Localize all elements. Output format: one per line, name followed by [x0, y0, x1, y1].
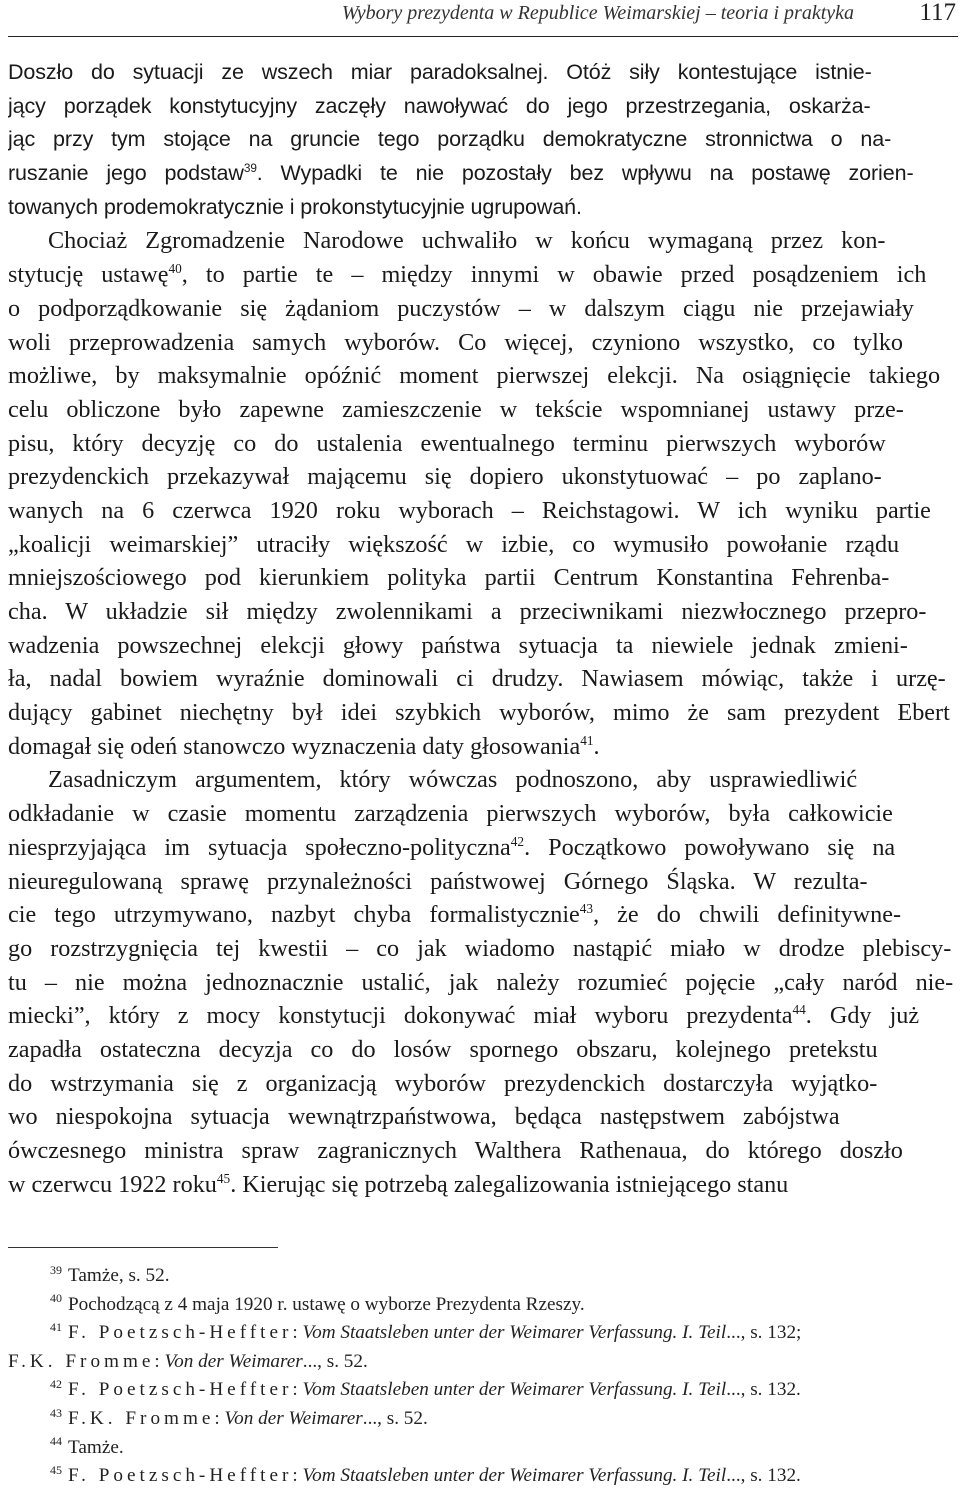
- text-line: Doszło do sytuacji ze wszech miar paradoksalnej. Otóż siły kontestujące istnie-: [8, 60, 872, 84]
- footnote-rest: ..., s. 132.: [726, 1465, 801, 1487]
- footnote-separator-text: :: [154, 1350, 165, 1372]
- text-line: [8, 898, 958, 932]
- text-line: jący porządek konstytucyjny zaczęły nawoływać do jego przestrzegania, oskarża-: [8, 93, 871, 118]
- footnote-author: F.K. Fromme: [68, 1407, 215, 1429]
- text-run: stytucję ustawę: [8, 261, 169, 289]
- footnote-ref: 43: [579, 901, 594, 917]
- text-line: towanych prodemokratycznie i prokonstytucyjnie ugrupowań.: [8, 194, 582, 219]
- text-line: wanych na 6 czerwca 1920 roku wyborach – Reichstagowi. W ich wyniku partie: [8, 496, 931, 524]
- text-run: niesprzyjająca im sytuacja społeczno-polityczna: [8, 833, 511, 861]
- text-line: go rozstrzygnięcia tej kwestii – co jak wiadomo nastąpić miało w drodze plebiscy-: [8, 934, 952, 962]
- footnote-text: Tamże.: [68, 1436, 124, 1458]
- text-line: możliwe, by maksymalnie opóźnić moment pierwszej elekcji. Na osiągnięcie takiego: [8, 362, 941, 390]
- footnote-ref: 42: [510, 833, 525, 849]
- footnote-41: [8, 1319, 960, 1348]
- footnote-39: [8, 1262, 960, 1291]
- text-line: jąc przy tym stojące na gruncie tego porządku demokratyczne stronnictwa o na-: [8, 127, 892, 152]
- text-run: . Gdy już: [805, 1002, 920, 1030]
- footnote-separator-text: :: [214, 1407, 225, 1429]
- text-run: ruszanie jego podstaw: [8, 161, 244, 186]
- footnote-title: Vom Staatsleben unter der Weimarer Verfassung. I. Teil: [302, 1379, 727, 1401]
- text-line: [8, 730, 958, 764]
- text-run: , to partie te – między innymi w obawie przed posądzeniem ich: [181, 261, 927, 289]
- text-run: . Początkowo powoływano się na: [524, 833, 896, 861]
- text-line: Zasadniczym argumentem, który wówczas podnoszono, aby usprawiedliwić: [48, 766, 858, 794]
- footnotes: [8, 1262, 960, 1491]
- text-run: miecki”, który z mocy konstytucji dokonywać miał wyboru prezydenta: [8, 1002, 793, 1030]
- text-line: odkładanie w czasie momentu zarządzenia pierwszych wyborów, była całkowicie: [8, 800, 893, 828]
- text-run: . Kierując się potrzebą zalegalizowania istniejącego stanu: [230, 1170, 789, 1198]
- footnote-title: Von der Weimarer: [164, 1350, 303, 1372]
- text-line: dujący gabinet niechętny był idei szybkich wyborów, mimo że sam prezydent Ebert: [8, 699, 950, 727]
- text-line: [8, 258, 958, 292]
- footnote-ref: 44: [792, 1002, 806, 1018]
- footnote-ref: 45: [216, 1170, 231, 1186]
- footnote-title: Von der Weimarer: [224, 1407, 363, 1429]
- footnote-author: F.K. Fromme: [8, 1350, 155, 1372]
- main-text: [8, 56, 958, 1201]
- text-line: do wstrzymania się z organizacją wyborów prezydenckich dostarczyła wyjątko-: [8, 1069, 878, 1097]
- footnote-ref: 41: [580, 732, 594, 748]
- footnote-separator-text: :: [292, 1322, 303, 1344]
- text-run: domagał się odeń stanowczo wyznaczenia daty głosowania: [8, 732, 581, 760]
- text-run: w czerwcu 1922 roku: [8, 1170, 217, 1198]
- footnote-45: [8, 1462, 960, 1491]
- footnote-number: 41: [50, 1319, 62, 1334]
- text-line: wo niespokojna sytuacja wewnątrzpaństwowa, będąca następstwem zabójstwa: [8, 1103, 840, 1131]
- text-run: cie tego utrzymywano, nazbyt chyba formalistycznie: [8, 901, 580, 929]
- footnote-text: Tamże, s. 52.: [68, 1265, 170, 1286]
- footnote-number: 42: [50, 1376, 62, 1391]
- text-line: woli przeprowadzenia samych wyborów. Co więcej, czyniono wszystko, co tylko: [8, 328, 904, 356]
- text-line: cha. W układzie sił między zwolennikami a przeciwnikami niezwłocznego przepro-: [8, 598, 927, 625]
- text-line: pisu, który decyzję co do ustalenia ewentualnego terminu pierwszych wyborów: [8, 429, 886, 457]
- footnote-title: Vom Staatsleben unter der Weimarer Verfassung. I. Teil: [302, 1465, 727, 1487]
- text-line: nieuregulowaną sprawę przynależności państwowej Górnego Śląska. W rezulta-: [8, 867, 868, 895]
- footnote-41-continuation: [8, 1348, 960, 1377]
- footnote-author: F. Poetzsch-Heffter: [68, 1465, 293, 1487]
- text-run: , że do chwili definitywne-: [593, 901, 902, 929]
- text-line: prezydenckich przekazywał mającemu się dopiero ukonstytuować – po zaplano-: [8, 463, 882, 491]
- footnote-rest: ..., s. 52.: [302, 1350, 368, 1372]
- footnote-separator-text: :: [292, 1465, 303, 1487]
- footnote-text: Pochodzącą z 4 maja 1920 r. ustawę o wyborze Prezydenta Rzeszy.: [68, 1293, 585, 1315]
- footnote-rest: ..., s. 132.: [726, 1379, 801, 1401]
- text-line: mniejszościowego pod kierunkiem polityka partii Centrum Konstantina Fehrenba-: [8, 564, 890, 592]
- text-line: [8, 1168, 958, 1202]
- footnote-number: 45: [50, 1462, 62, 1477]
- footnote-author: F. Poetzsch-Heffter: [68, 1379, 293, 1401]
- footnote-number: 40: [50, 1291, 62, 1306]
- paragraph-2: [8, 224, 958, 763]
- footnote-44: [8, 1434, 960, 1463]
- footnote-number: 43: [50, 1405, 62, 1420]
- text-line: tu – nie można jednoznacznie ustalić, jak należy rozumieć pojęcie „cały naród nie-: [8, 968, 954, 996]
- footnote-number: 44: [50, 1434, 62, 1449]
- text-line: [8, 157, 958, 191]
- footnote-author: F. Poetzsch-Heffter: [68, 1322, 293, 1344]
- paragraph-1: [8, 56, 958, 224]
- footnote-rest: ..., s. 132;: [726, 1322, 802, 1344]
- footnote-ref: 39: [243, 160, 257, 175]
- text-run: . Wypadki te nie pozostały bez wpływu na postawę zorien-: [256, 161, 914, 186]
- text-line: ła, nadal bowiem wyraźnie dominowali ci drudzy. Nawiasem mówiąc, także i urzę-: [8, 665, 946, 693]
- footnote-43: [8, 1405, 960, 1434]
- text-line: ówczesnego ministra spraw zagranicznych Walthera Rathenaua, do którego doszło: [8, 1137, 903, 1164]
- text-line: wadzenia powszechnej elekcji głowy państwa sytuacja ta niewiele jednak zmieni-: [8, 631, 908, 659]
- footnote-40: [8, 1291, 960, 1320]
- text-line: [8, 831, 958, 865]
- text-line: „koalicji weimarskiej” utraciły większość w izbie, co wymusiło powołanie rządu: [8, 530, 900, 558]
- text-line: celu obliczone było zapewne zamieszczenie w tekście wspomnianej ustawy prze-: [8, 395, 904, 423]
- running-title: Wybory prezydenta w Republice Weimarskiej – teoria i praktyka: [341, 2, 854, 24]
- text-line: zapadła ostateczna decyzja co do losów spornego obszaru, kolejnego pretekstu: [8, 1035, 878, 1063]
- text-line: Chociaż Zgromadzenie Narodowe uchwaliło w końcu wymaganą przez kon-: [48, 227, 886, 255]
- running-header: [8, 0, 958, 37]
- footnote-42: [8, 1376, 960, 1405]
- footnote-ref: 40: [168, 261, 182, 277]
- paragraph-3: [8, 763, 958, 1201]
- footnote-separator: [8, 1247, 278, 1248]
- page-number: 117: [919, 0, 956, 26]
- footnote-rest: ..., s. 52.: [362, 1407, 428, 1429]
- footnote-separator-text: :: [292, 1379, 303, 1401]
- footnote-number: 39: [50, 1262, 62, 1277]
- text-line: [8, 999, 958, 1033]
- text-run: .: [593, 732, 600, 760]
- footnote-title: Vom Staatsleben unter der Weimarer Verfassung. I. Teil: [302, 1322, 727, 1344]
- text-line: o podporządkowanie się żądaniom puczystów – w dalszym ciągu nie przejawiały: [8, 294, 914, 322]
